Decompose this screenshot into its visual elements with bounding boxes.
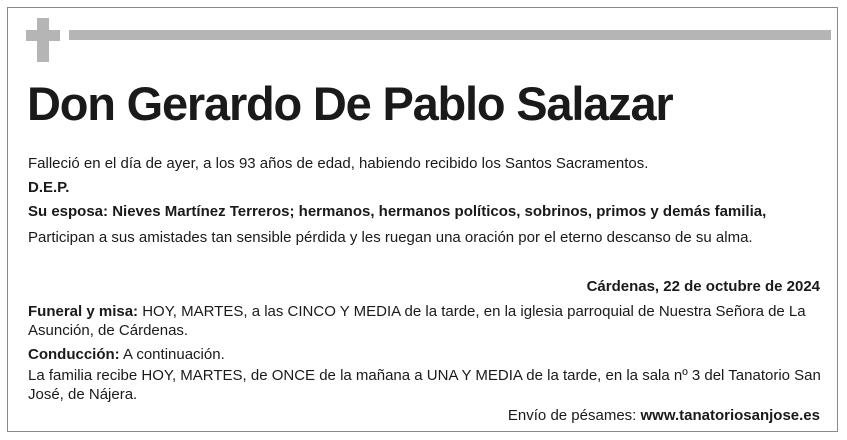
obituary-card	[7, 7, 838, 432]
funeral-label: Funeral y misa:	[28, 303, 139, 320]
dep-line: D.E.P.	[28, 179, 70, 196]
death-line: Falleció en el día de ayer, a los 93 años de edad, habiendo recibido los Santos Sacramentos.	[28, 155, 649, 172]
announcement-line: Participan a sus amistades tan sensible pérdida y les ruegan una oración por el eterno descanso de su alma.	[28, 229, 753, 246]
conduccion-text: A continuación.	[119, 346, 225, 363]
place-date: Cárdenas, 22 de octubre de 2024	[586, 278, 820, 295]
cross-icon	[26, 18, 60, 62]
conduccion-block	[28, 345, 828, 364]
condolences-label: Envío de pésames:	[507, 407, 641, 424]
header-rule	[69, 30, 831, 40]
reception-block: La familia recibe HOY, MARTES, de ONCE de la mañana a UNA Y MEDIA de la tarde, en la sala nº 3 del Tanatorio San José, de Nájera.	[28, 367, 821, 403]
deceased-name: Don Gerardo De Pablo Salazar	[27, 77, 673, 130]
conduccion-label: Conducción:	[28, 346, 120, 363]
condolences-url[interactable]: www.tanatoriosanjose.es	[640, 407, 820, 424]
funeral-text: HOY, MARTES, a las CINCO Y MEDIA de la tarde, en la iglesia parroquial de Nuestra Señora de La Asunción, de Cárdenas.	[28, 303, 806, 339]
family-line: Su esposa: Nieves Martínez Terreros; hermanos, hermanos políticos, sobrinos, primos y demás familia,	[28, 203, 767, 220]
condolences-line	[508, 406, 820, 426]
funeral-block	[28, 302, 828, 340]
